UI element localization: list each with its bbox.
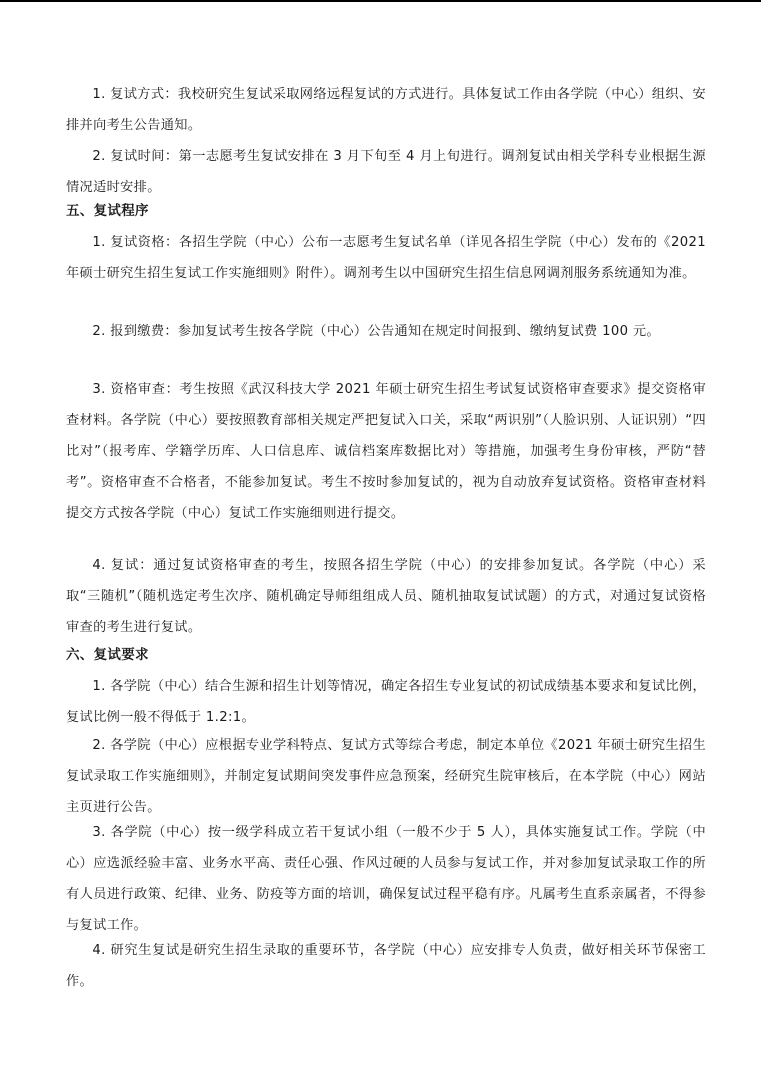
paragraph-registration-fee: 2. 报到缴费：参加复试考生按各学院（中心）公告通知在规定时间报到、缴纳复试费 100 元。 [92, 324, 660, 339]
section-heading-retest-procedure: 五、复试程序 [66, 203, 149, 219]
paragraph-retest-time: 2. 复试时间：第一志愿考生复试安排在 3 月下旬至 4 月上旬进行。调剂复试由相关学科专业根据生源情况适时安排。 [66, 149, 706, 195]
paragraph-requirement-3: 3. 各学院（中心）按一级学科成立若干复试小组（一般不少于 5 人），具体实施复试工作。学院（中心）应选派经验丰富、业务水平高、责任心强、作风过硬的人员参与复试工作，并对参加复试录取工作的所有人员进行政策、纪律、业务、防疫等方面的培训，确保复试过程平稳有序。凡属考生直系亲属者，不得参与复试工作。 [66, 825, 706, 933]
page-top-border [0, 0, 761, 2]
paragraph-qualification-review: 3. 资格审查：考生按照《武汉科技大学 2021 年硕士研究生招生考试复试资格审查要求》提交资格审查材料。各学院（中心）要按照教育部相关规定严把复试入口关，采取“两识别”（人脸识别、人证识别）“四比对”（报考库、学籍学历库、人口信息库、诚信档案库数据比对）等措施，加强考生身份审核，严防“替考”。资格审查不合格者，不能参加复试。考生不按时参加复试的，视为自动放弃复试资格。资格审查材料提交方式按各学院（中心）复试工作实施细则进行提交。 [66, 382, 706, 521]
paragraph-requirement-4: 4. 研究生复试是研究生招生录取的重要环节，各学院（中心）应安排专人负责，做好相关环节保密工作。 [66, 943, 706, 989]
paragraph-retest: 4. 复试：通过复试资格审查的考生，按照各招生学院（中心）的安排参加复试。各学院（中心）采取“三随机”（随机选定考生次序、随机确定导师组组成人员、随机抽取复试试题）的方式，对通过复试资格审查的考生进行复试。 [66, 558, 706, 635]
paragraph-requirement-1: 1. 各学院（中心）结合生源和招生计划等情况，确定各招生专业复试的初试成绩基本要求和复试比例，复试比例一般不得低于 1.2:1。 [66, 679, 706, 725]
paragraph-retest-method: 1. 复试方式：我校研究生复试采取网络远程复试的方式进行。具体复试工作由各学院（中心）组织、安排并向考生公告通知。 [66, 87, 706, 133]
section-heading-retest-requirements: 六、复试要求 [66, 647, 149, 663]
paragraph-requirement-2: 2. 各学院（中心）应根据专业学科特点、复试方式等综合考虑，制定本单位《2021 年硕士研究生招生复试录取工作实施细则》，并制定复试期间突发事件应急预案，经研究生院审核后，在本学院（中心）网站主页进行公告。 [66, 738, 706, 815]
paragraph-retest-qualification: 1. 复试资格：各招生学院（中心）公布一志愿考生复试名单（详见各招生学院（中心）发布的《2021 年硕士研究生招生复试工作实施细则》附件）。调剂考生以中国研究生招生信息网调剂服务系统通知为准。 [66, 235, 706, 281]
